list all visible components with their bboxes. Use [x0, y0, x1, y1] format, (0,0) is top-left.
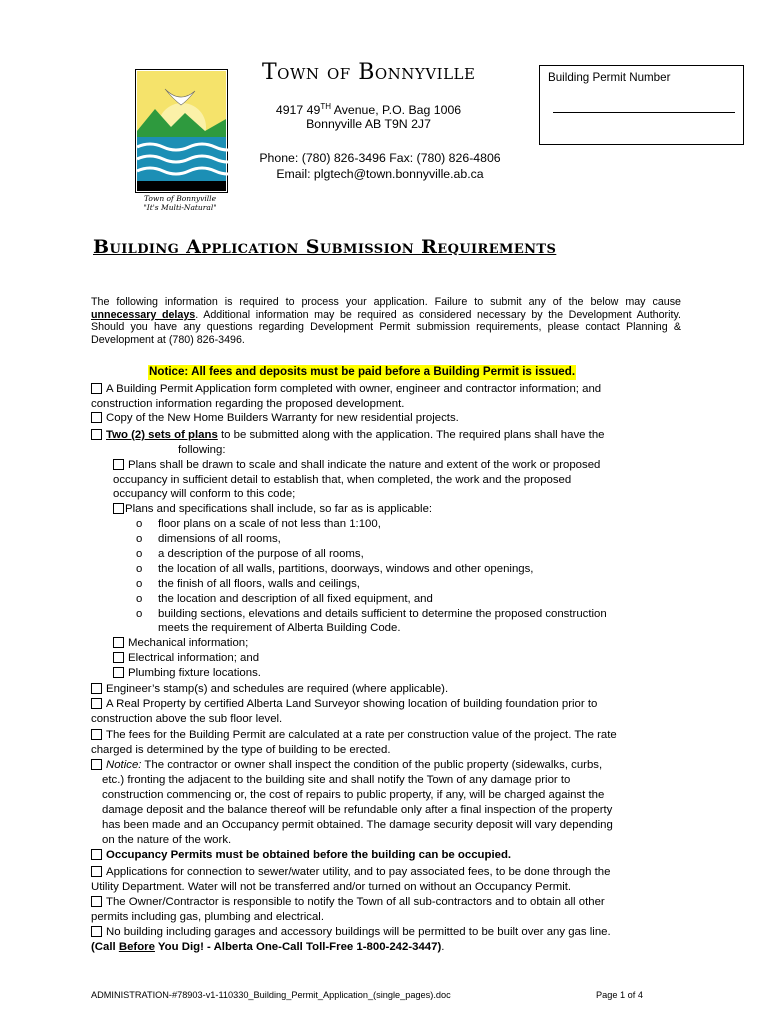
checkbox[interactable]: [113, 667, 124, 678]
checkbox[interactable]: [91, 866, 102, 877]
checkbox[interactable]: [91, 698, 102, 709]
checkbox[interactable]: [113, 637, 124, 648]
logo-caption: [124, 194, 236, 212]
checkbox[interactable]: [91, 729, 102, 740]
checklist-item-real-property: A Real Property by certified Alberta Land Surveyor showing location of building foundation prior to: [91, 697, 597, 712]
sub-item-mechanical: Mechanical information;: [113, 636, 248, 651]
list-item: o a description of the purpose of all rooms,: [136, 548, 364, 560]
list-item: o floor plans on a scale of not less than 1:100,: [136, 518, 381, 530]
checklist-item-real-property-cont: construction above the sub floor level.: [91, 713, 283, 725]
checklist-item-inspection-notice: Notice: The contractor or owner shall inspect the condition of the public property (sidewalks, curbs,: [91, 758, 602, 773]
checklist-item-plans: Two (2) sets of plans to be submitted along with the application. The required plans shall have the: [91, 428, 605, 443]
checkbox[interactable]: [91, 412, 102, 423]
sub-item-scale-cont-2: occupancy will conform to this code;: [113, 488, 296, 500]
checklist-item-application-form: A Building Permit Application form completed with owner, engineer and contractor information; and: [91, 382, 601, 397]
checkbox[interactable]: [91, 759, 102, 770]
checkbox[interactable]: [113, 652, 124, 663]
checklist-item-fees-cont: charged is determined by the type of building to be erected.: [91, 744, 391, 756]
intro-paragraph: The following information is required to process your application. Failure to submit any of the below may cause unnecessary delays. Additional information may be required as considered necessary by the Development Authority. Should you have any questions regarding Development Permit submission requirements, please contact Planning & Development at (780) 826-3496.: [91, 296, 681, 346]
logo-caption-line-2: "It's Multi-Natural": [143, 203, 217, 212]
phone-fax: Phone: (780) 826-3496 Fax: (780) 826-4806: [259, 151, 501, 165]
permit-number-box: [539, 65, 744, 145]
checklist-item-utility-cont: Utility Department. Water will not be transferred and/or turned on without an Occupancy Permit.: [91, 881, 572, 893]
checklist-item-subcontractors: The Owner/Contractor is responsible to notify the Town of all sub-contractors and to obtain all other: [91, 895, 605, 910]
permit-number-label: Building Permit Number: [548, 71, 671, 84]
sub-item-specifications: Plans and specifications shall include, so far as is applicable:: [113, 502, 432, 517]
inspection-notice-cont-5: on the nature of the work.: [102, 834, 232, 846]
checklist-item-fees: The fees for the Building Permit are calculated at a rate per construction value of the project. The rate: [91, 728, 617, 743]
sub-item-plumbing: Plumbing fixture locations.: [113, 666, 261, 681]
list-item: o dimensions of all rooms,: [136, 533, 281, 545]
footer-page-number: Page 1 of 4: [596, 990, 643, 1000]
inspection-notice-cont-3: damage deposit and the balance thereof will be refundable only after a final inspection of the property: [102, 804, 613, 816]
sub-item-scale: Plans shall be drawn to scale and shall indicate the nature and extent of the work or proposed: [113, 458, 600, 473]
address-line-1: 4917 49TH Avenue, P.O. Bag 1006: [275, 102, 462, 118]
inspection-notice-cont-2: construction commencing or, the cost of repairs to public property, if any, will be charged against the: [102, 789, 605, 801]
sub-item-electrical: Electrical information; and: [113, 651, 259, 666]
checkbox[interactable]: [91, 896, 102, 907]
checkbox[interactable]: [91, 429, 102, 440]
checklist-item-subcontractors-cont: permits including gas, plumbing and electrical.: [91, 911, 324, 923]
checklist-item-application-form-cont: construction information regarding the proposed development.: [91, 398, 405, 410]
checklist-item-warranty: Copy of the New Home Builders Warranty for new residential projects.: [91, 411, 459, 426]
checkbox[interactable]: [113, 459, 124, 470]
sub-item-scale-cont-1: occupancy in sufficient detail to establish that, when completed, the work and the proposed: [113, 474, 572, 486]
town-logo: [135, 69, 228, 193]
checkbox[interactable]: [91, 849, 102, 860]
page-title: Building Application Submission Requirements: [93, 236, 557, 258]
list-item: o the location and description of all fixed equipment, and: [136, 593, 433, 605]
list-item: o the location of all walls, partitions, doorways, windows and other openings,: [136, 563, 534, 575]
permit-number-field[interactable]: [553, 112, 735, 113]
list-item: o the finish of all floors, walls and ceilings,: [136, 578, 360, 590]
checklist-item-gas-line: No building including garages and accessory buildings will be permitted to be built over any gas line.: [91, 925, 611, 940]
checklist-item-plans-cont: following:: [178, 444, 226, 456]
checkbox[interactable]: [91, 926, 102, 937]
call-before-you-dig: (Call Before You Dig! - Alberta One-Call Toll-Free 1-800-242-3447).: [91, 941, 445, 953]
list-item-cont: meets the requirement of Alberta Building Code.: [158, 622, 401, 634]
fees-notice: Notice: All fees and deposits must be paid before a Building Permit is issued.: [149, 365, 576, 378]
checkbox[interactable]: [91, 683, 102, 694]
checkbox[interactable]: [113, 503, 124, 514]
logo-caption-line-1: Town of Bonnyville: [143, 194, 217, 203]
address-line-2: Bonnyville AB T9N 2J7: [306, 117, 431, 131]
list-item: o building sections, elevations and details sufficient to determine the proposed construction: [136, 608, 607, 620]
checkbox[interactable]: [91, 383, 102, 394]
town-name: Town of Bonnyville: [262, 60, 476, 85]
inspection-notice-cont-1: etc.) fronting the adjacent to the building site and shall notify the Town of any damage prior to: [102, 774, 571, 786]
checklist-item-occupancy: Occupancy Permits must be obtained before the building can be occupied.: [91, 848, 511, 863]
email: Email: plgtech@town.bonnyville.ab.ca: [276, 167, 484, 181]
inspection-notice-cont-4: has been made and an Occupancy permit obtained. The damage security deposit will vary depending: [102, 819, 613, 831]
footer-document-name: ADMINISTRATION-#78903-v1-110330_Building_Permit_Application_(single_pages).doc: [91, 990, 451, 1000]
checklist-item-engineer-stamp: Engineer’s stamp(s) and schedules are required (where applicable).: [91, 682, 448, 697]
checklist-item-utility: Applications for connection to sewer/water utility, and to pay associated fees, to be done through the: [91, 865, 610, 880]
